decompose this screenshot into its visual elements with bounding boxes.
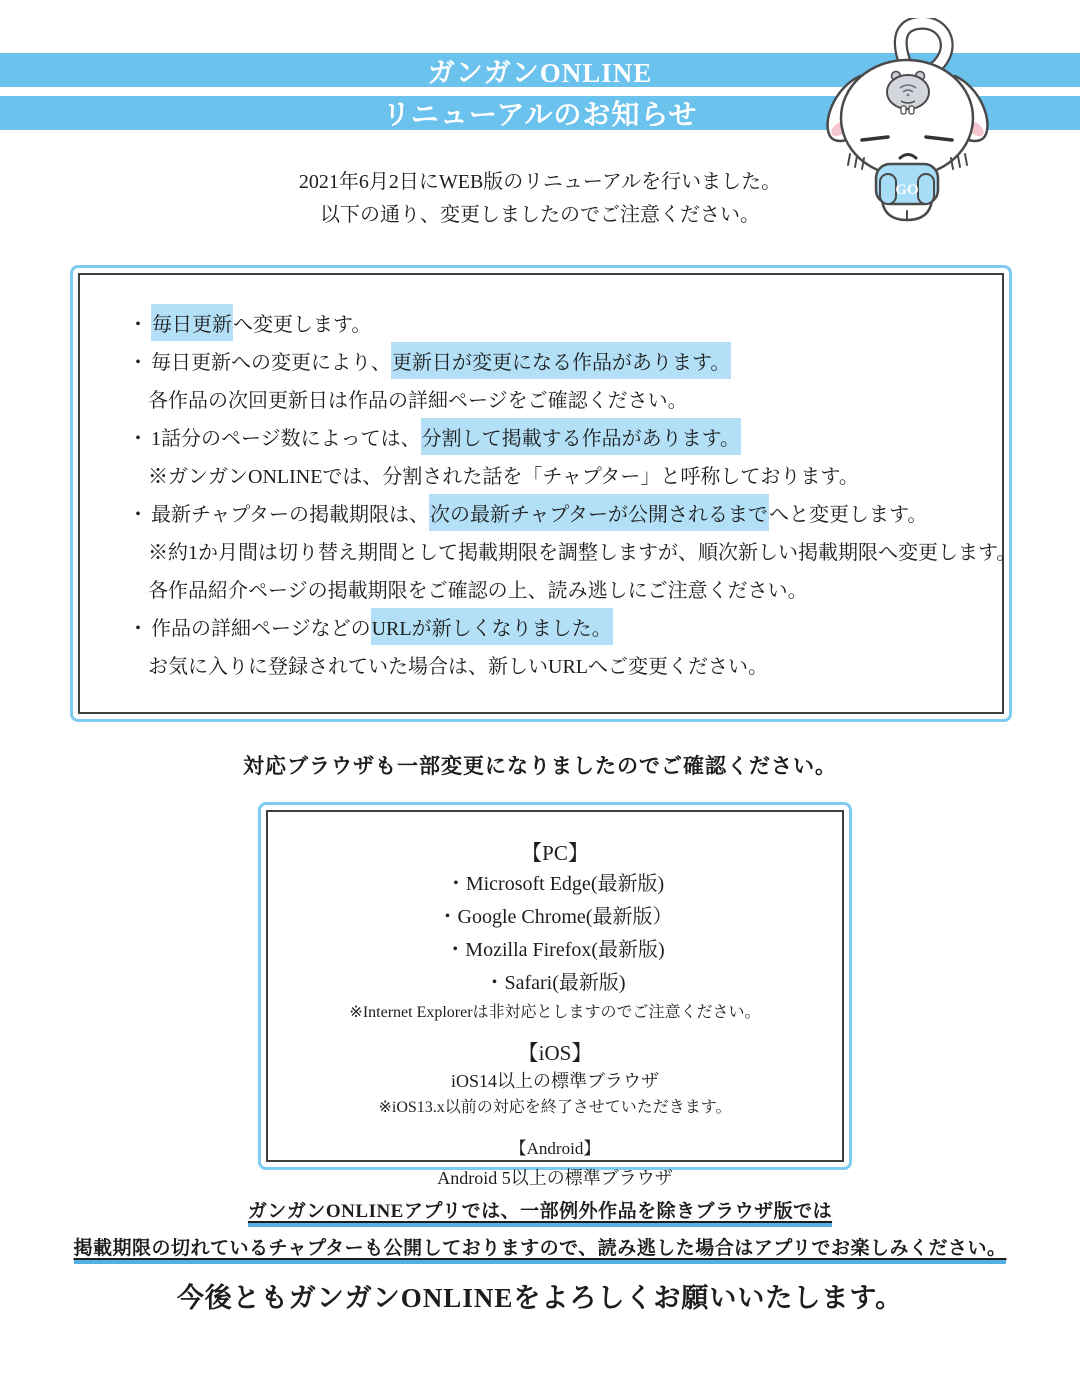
announcement-subtitle: リニューアルのお知らせ [382,100,698,131]
highlighted-text: 更新日が変更になる作品があります。 [391,342,731,379]
bullet-glyph: ・ [128,427,148,450]
change-line [128,607,988,645]
browser-box [258,802,852,1188]
intro-line-2: 以下の通り、変更しましたのでご注意ください。 [320,204,760,226]
text-segment: 最新チャプターの掲載期限は、 [151,503,429,526]
text-segment: 1話分のページ数によっては、 [151,427,421,450]
spacer [268,1026,842,1038]
browser-line: ※Internet Explorerは非対応としますのでご注意ください。 [349,1004,761,1021]
change-line [128,303,988,341]
changes-list [78,273,1017,714]
footer-note-line [0,1233,1080,1260]
text-segment: 作品の詳細ページなどの [151,617,371,640]
browser-section-heading: 対応ブラウザも一部変更になりましたのでご確認ください。 [243,754,837,778]
change-line [128,417,988,455]
highlighted-text: 毎日更新 [151,304,233,341]
browser-line: ・Google Chrome(最新版） [437,906,673,928]
change-line [128,379,988,417]
text-segment: お気に入りに登録されていた場合は、新しいURLへご変更ください。 [148,655,768,678]
text-segment: 各作品の次回更新日は作品の詳細ページをご確認ください。 [148,389,688,412]
highlighted-text: 分割して掲載する作品があります。 [421,418,741,455]
text-segment: へ変更します。 [233,313,372,336]
mascot-shirt-text: GO [895,182,919,198]
text-segment: ※ガンガンONLINEでは、分割された話を「チャプター」と呼称しております。 [148,465,859,488]
browser-line: 【Android】 [509,1139,601,1158]
changes-box [70,265,1017,722]
browser-line: iOS14以上の標準ブラウザ [450,1071,659,1091]
highlighted-text: 次の最新チャプターが公開されるまで [429,494,769,531]
sad-cat-mascot-icon [820,18,995,223]
underlined-text: ガンガンONLINEアプリでは、一部例外作品を除きブラウザ版では [248,1201,832,1227]
bullet-glyph: ・ [128,503,148,526]
text-segment: 各作品紹介ページの掲載期限をご確認の上、読み逃しにご注意ください。 [148,579,808,602]
spacer [268,1121,842,1133]
browser-line: ※iOS13.x以前の対応を終了させていただきます。 [378,1099,732,1116]
site-title: ガンガンONLINE [427,57,653,88]
footer-underlined-lines [0,1196,1080,1260]
text-segment: ※約1か月間は切り替え期間として掲載期限を調整しますが、順次新しい掲載期限へ変更します。 [148,541,1017,564]
change-line [128,569,988,607]
change-line [128,645,988,683]
browser-line: ・Safari(最新版) [484,972,626,994]
closing-message: 今後ともガンガンONLINEをよろしくお願いいたします。 [176,1283,904,1313]
footer-note-line [0,1196,1080,1223]
bullet-glyph: ・ [128,313,148,336]
browser-line: Android 5以上の標準ブラウザ [437,1168,673,1188]
text-segment: 毎日更新への変更により、 [151,351,391,374]
change-line [128,493,988,531]
change-line [128,455,988,493]
change-line [128,531,1017,569]
change-line [128,341,988,379]
browser-line: ・Mozilla Firefox(最新版) [445,939,665,961]
highlighted-text: URLが新しくなりました。 [371,608,613,645]
bullet-glyph: ・ [128,351,148,374]
underlined-text: 掲載期限の切れているチャプターも公開しておりますので、読み逃した場合はアプリでお楽しみください。 [74,1238,1007,1264]
browser-list [266,810,844,1188]
browser-line: 【iOS】 [517,1041,593,1065]
footer [0,1196,1080,1315]
intro-line-1: 2021年6月2日にWEB版のリニューアルを行いました。 [298,171,782,193]
browser-line: ・Microsoft Edge(最新版) [445,873,665,895]
browser-line: 【PC】 [521,841,589,865]
text-segment: へと変更します。 [769,503,928,526]
bullet-glyph: ・ [128,617,148,640]
